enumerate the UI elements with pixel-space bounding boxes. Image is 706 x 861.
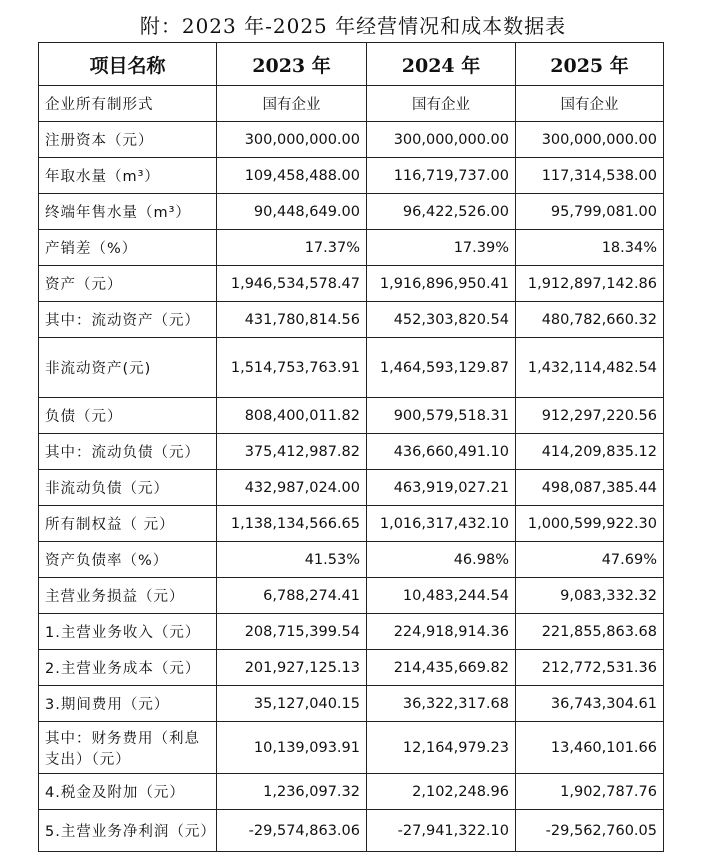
cell-2024: 300,000,000.00 xyxy=(367,122,516,158)
table-row xyxy=(39,578,664,614)
cell-2025: 1,000,599,922.30 xyxy=(516,506,664,542)
table-row xyxy=(39,434,664,470)
cell-2024: 1,016,317,432.10 xyxy=(367,506,516,542)
row-label: 负债（元） xyxy=(39,398,217,434)
cell-2023: 431,780,814.56 xyxy=(217,302,367,338)
cell-2023: 90,448,649.00 xyxy=(217,194,367,230)
table-row xyxy=(39,470,664,506)
cell-2025: 1,432,114,482.54 xyxy=(516,338,664,398)
cell-2024: 900,579,518.31 xyxy=(367,398,516,434)
cell-2023: 10,139,093.91 xyxy=(217,722,367,774)
cell-2025: 国有企业 xyxy=(516,86,664,122)
row-label: 企业所有制形式 xyxy=(39,86,217,122)
cell-2024: 436,660,491.10 xyxy=(367,434,516,470)
row-label: 产销差（%） xyxy=(39,230,217,266)
table-row xyxy=(39,302,664,338)
cell-2023: 109,458,488.00 xyxy=(217,158,367,194)
cell-2025: 221,855,863.68 xyxy=(516,614,664,650)
cell-2024: 1,916,896,950.41 xyxy=(367,266,516,302)
cell-2025: 18.34% xyxy=(516,230,664,266)
row-label: 其中：流动负债（元） xyxy=(39,434,217,470)
cell-2025: 480,782,660.32 xyxy=(516,302,664,338)
cell-2025: 300,000,000.00 xyxy=(516,122,664,158)
row-label: 资产（元） xyxy=(39,266,217,302)
cell-2025: 1,902,787.76 xyxy=(516,774,664,810)
cell-2025: 212,772,531.36 xyxy=(516,650,664,686)
table-row xyxy=(39,194,664,230)
cell-2024: 36,322,317.68 xyxy=(367,686,516,722)
cell-2024: 1,464,593,129.87 xyxy=(367,338,516,398)
header-item-name: 项目名称 xyxy=(39,43,217,86)
cell-2023: 1,236,097.32 xyxy=(217,774,367,810)
table-row xyxy=(39,686,664,722)
cell-2023: 6,788,274.41 xyxy=(217,578,367,614)
cell-2025: 95,799,081.00 xyxy=(516,194,664,230)
row-label: 5.主营业务净利润（元） xyxy=(39,810,217,852)
row-label: 其中：流动资产（元） xyxy=(39,302,217,338)
header-year-2025: 2025 年 xyxy=(516,43,664,86)
cell-2024: 116,719,737.00 xyxy=(367,158,516,194)
cell-2023: 375,412,987.82 xyxy=(217,434,367,470)
cell-2023: 1,946,534,578.47 xyxy=(217,266,367,302)
cell-2024: -27,941,322.10 xyxy=(367,810,516,852)
cell-2024: 224,918,914.36 xyxy=(367,614,516,650)
cell-2023: 201,927,125.13 xyxy=(217,650,367,686)
table-row xyxy=(39,86,664,122)
document-title: 附：2023 年-2025 年经营情况和成本数据表 xyxy=(139,14,567,38)
row-label: 年取水量（m³） xyxy=(39,158,217,194)
table-row xyxy=(39,230,664,266)
table-row xyxy=(39,810,664,852)
cell-2023: 432,987,024.00 xyxy=(217,470,367,506)
table-row xyxy=(39,650,664,686)
row-label: 2.主营业务成本（元） xyxy=(39,650,217,686)
table-row xyxy=(39,266,664,302)
table-row xyxy=(39,398,664,434)
cell-2024: 10,483,244.54 xyxy=(367,578,516,614)
cell-2023: -29,574,863.06 xyxy=(217,810,367,852)
cell-2024: 452,303,820.54 xyxy=(367,302,516,338)
header-row xyxy=(39,43,664,86)
cell-2024: 17.39% xyxy=(367,230,516,266)
header-year-2023: 2023 年 xyxy=(217,43,367,86)
cell-2025: 912,297,220.56 xyxy=(516,398,664,434)
header-year-2024: 2024 年 xyxy=(367,43,516,86)
cell-2025: 414,209,835.12 xyxy=(516,434,664,470)
cell-2025: 117,314,538.00 xyxy=(516,158,664,194)
cell-2023: 1,138,134,566.65 xyxy=(217,506,367,542)
cell-2024: 46.98% xyxy=(367,542,516,578)
cell-2023: 17.37% xyxy=(217,230,367,266)
cell-2025: 9,083,332.32 xyxy=(516,578,664,614)
cell-2023: 1,514,753,763.91 xyxy=(217,338,367,398)
row-label: 3.期间费用（元） xyxy=(39,686,217,722)
row-label: 4.税金及附加（元） xyxy=(39,774,217,810)
table-row xyxy=(39,542,664,578)
table-row xyxy=(39,122,664,158)
cell-2023: 国有企业 xyxy=(217,86,367,122)
cell-2024: 国有企业 xyxy=(367,86,516,122)
cell-2023: 208,715,399.54 xyxy=(217,614,367,650)
cell-2024: 463,919,027.21 xyxy=(367,470,516,506)
table-row xyxy=(39,722,664,774)
data-table xyxy=(38,42,664,852)
row-label: 其中：财务费用（利息支出）（元） xyxy=(39,722,217,774)
table-row xyxy=(39,774,664,810)
row-label: 所有制权益（ 元） xyxy=(39,506,217,542)
table-row xyxy=(39,158,664,194)
row-label: 主营业务损益（元） xyxy=(39,578,217,614)
cell-2023: 808,400,011.82 xyxy=(217,398,367,434)
row-label: 非流动负债（元） xyxy=(39,470,217,506)
cell-2025: 13,460,101.66 xyxy=(516,722,664,774)
row-label: 1.主营业务收入（元） xyxy=(39,614,217,650)
cell-2025: 1,912,897,142.86 xyxy=(516,266,664,302)
cell-2023: 35,127,040.15 xyxy=(217,686,367,722)
row-label: 终端年售水量（m³） xyxy=(39,194,217,230)
cell-2025: 36,743,304.61 xyxy=(516,686,664,722)
cell-2024: 2,102,248.96 xyxy=(367,774,516,810)
row-label: 非流动资产(元) xyxy=(39,338,217,398)
cell-2025: -29,562,760.05 xyxy=(516,810,664,852)
cell-2024: 214,435,669.82 xyxy=(367,650,516,686)
cell-2025: 498,087,385.44 xyxy=(516,470,664,506)
cell-2025: 47.69% xyxy=(516,542,664,578)
table-row xyxy=(39,338,664,398)
table-row xyxy=(39,614,664,650)
cell-2024: 96,422,526.00 xyxy=(367,194,516,230)
row-label: 注册资本（元） xyxy=(39,122,217,158)
cell-2024: 12,164,979.23 xyxy=(367,722,516,774)
table-row xyxy=(39,506,664,542)
cell-2023: 41.53% xyxy=(217,542,367,578)
cell-2023: 300,000,000.00 xyxy=(217,122,367,158)
row-label: 资产负债率（%） xyxy=(39,542,217,578)
